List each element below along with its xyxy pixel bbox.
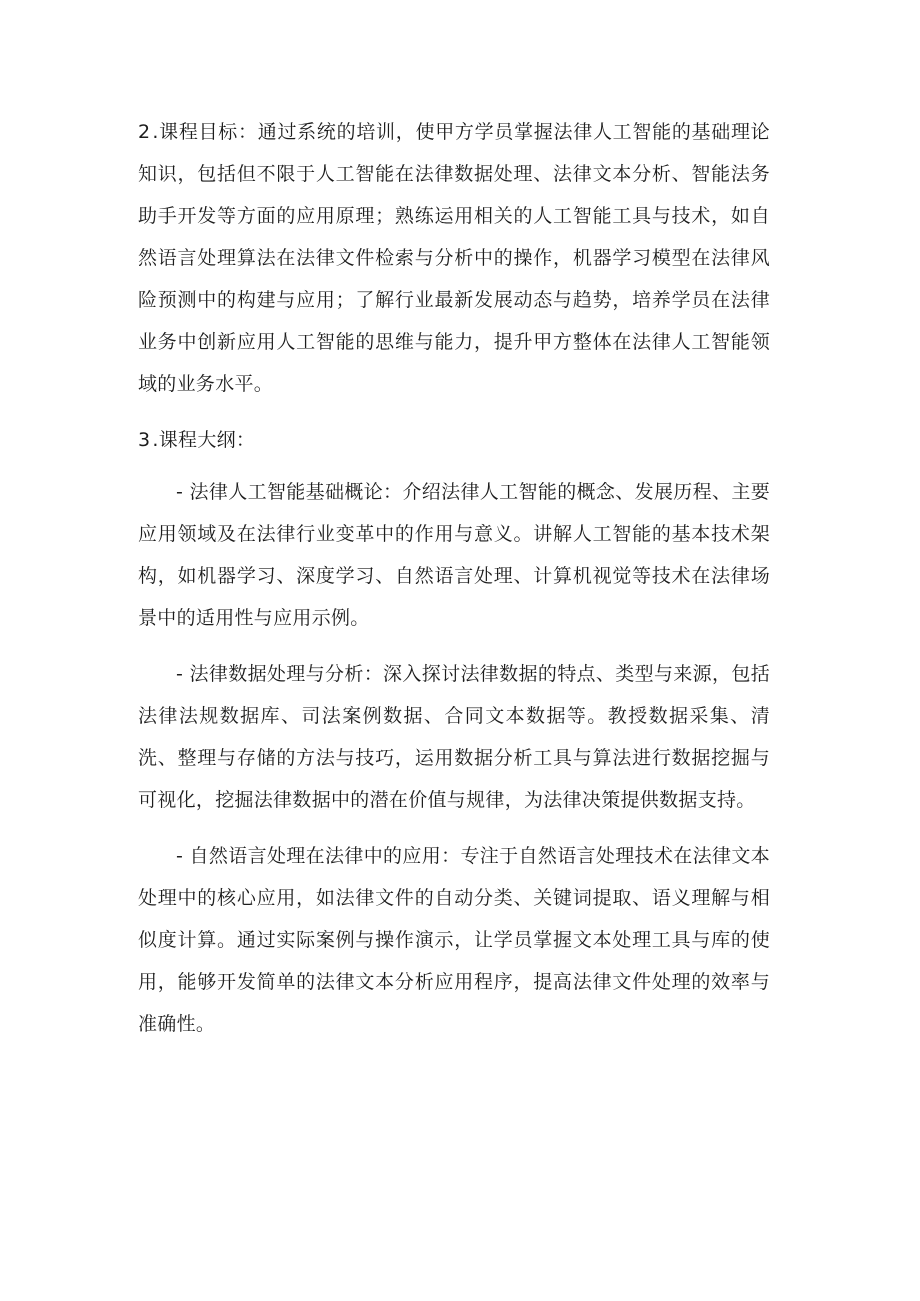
course-outline-title: .课程大纲：	[152, 429, 256, 451]
course-outline-heading	[138, 419, 770, 461]
section-number: 2	[138, 121, 151, 143]
course-objective-paragraph	[138, 111, 770, 405]
section-number: 3	[138, 429, 151, 451]
course-objective-text: .课程目标：通过系统的培训，使甲方学员掌握法律人工智能的基础理论知识，包括但不限于人工智能在法律数据处理、法律文本分析、智能法务助手开发等方面的应用原理；熟练运用相关的人工智能工具与技术，如自然语言处理算法在法律文件检索与分析中的操作，机器学习模型在法律风险预测中的构建与应用；了解行业最新发展动态与趋势，培养学员在法律业务中创新应用人工智能的思维与能力，提升甲方整体在法律人工智能领域的业务水平。	[138, 121, 770, 395]
outline-item-ai-fundamentals: - 法律人工智能基础概论：介绍法律人工智能的概念、发展历程、主要应用领域及在法律行业变革中的作用与意义。讲解人工智能的基本技术架构，如机器学习、深度学习、自然语言处理、计算机视觉等技术在法律场景中的适用性与应用示例。	[138, 481, 770, 629]
outline-item-nlp-application: - 自然语言处理在法律中的应用：专注于自然语言处理技术在法律文本处理中的核心应用，如法律文件的自动分类、关键词提取、语义理解与相似度计算。通过实际案例与操作演示，让学员掌握文本处理工具与库的使用，能够开发简单的法律文本分析应用程序，提高法律文件处理的效率与准确性。	[138, 845, 770, 1035]
outline-item-data-processing: - 法律数据处理与分析：深入探讨法律数据的特点、类型与来源，包括法律法规数据库、司法案例数据、合同文本数据等。教授数据采集、清洗、整理与存储的方法与技巧，运用数据分析工具与算法进行数据挖掘与可视化，挖掘法律数据中的潜在价值与规律，为法律决策提供数据支持。	[138, 663, 770, 811]
